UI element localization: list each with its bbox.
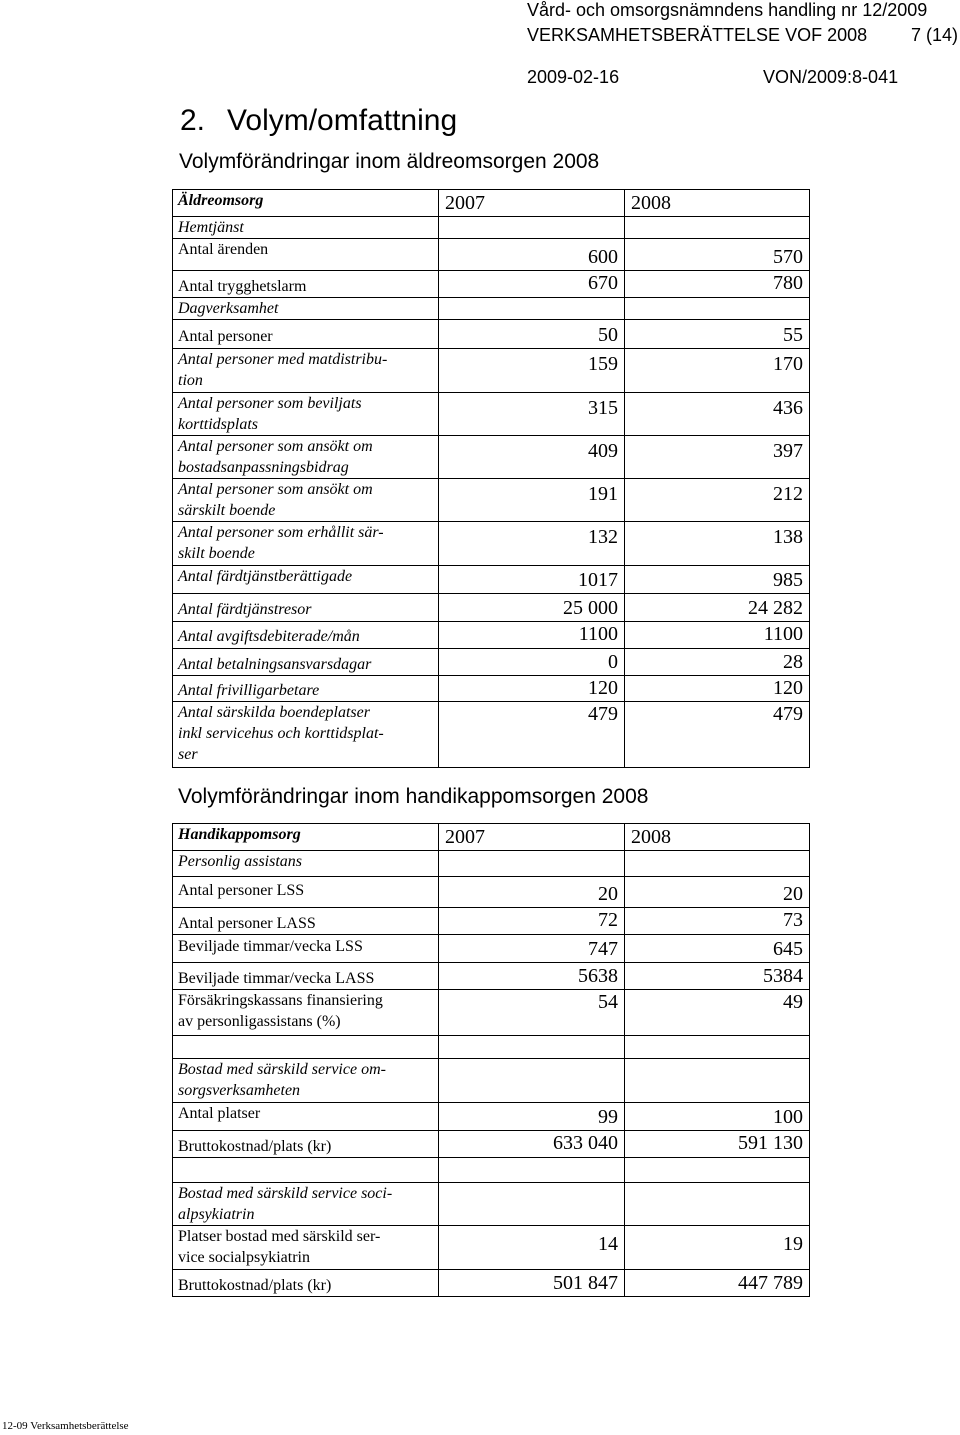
value-2008: 397 xyxy=(625,436,810,479)
column-header-2007: 2007 xyxy=(439,824,625,851)
row-label-line: Antal personer som ansökt om xyxy=(178,438,373,455)
table-row xyxy=(173,522,810,566)
table-row xyxy=(173,479,810,522)
row-label-line: Antal personer som erhållit sär- xyxy=(178,524,384,541)
table-header-row xyxy=(173,190,810,217)
table-row-spacer xyxy=(173,1158,810,1183)
table-row xyxy=(173,320,810,349)
value-2007: 501 847 xyxy=(439,1270,625,1297)
value-2007: 99 xyxy=(439,1103,625,1131)
value-2008: 20 xyxy=(625,877,810,908)
row-label: Antal betalningsansvarsdagar xyxy=(173,649,439,676)
header-date: 2009-02-16 xyxy=(527,67,620,87)
table-row xyxy=(173,1103,810,1131)
row-label: Beviljade timmar/vecka LSS xyxy=(173,935,439,963)
row-label xyxy=(173,349,439,393)
value-2008: 24 282 xyxy=(625,594,810,622)
value-2007: 54 xyxy=(439,990,625,1036)
row-label-line: Antal särskilda boendeplatser xyxy=(178,704,370,721)
table-row xyxy=(173,676,810,702)
row-label-line: sorgsverksamheten xyxy=(178,1082,301,1099)
value-2007 xyxy=(439,1036,625,1059)
value-2008 xyxy=(625,217,810,239)
table-row-spacer xyxy=(173,1036,810,1059)
value-2007: 0 xyxy=(439,649,625,676)
header-page-number: 7 (14) xyxy=(911,25,959,45)
column-header-2008: 2008 xyxy=(625,824,810,851)
row-label-line: korttidsplats xyxy=(178,416,259,433)
row-label-line: ser xyxy=(178,746,198,763)
table-row xyxy=(173,217,810,239)
header-reference: VON/2009:8-041 xyxy=(763,67,899,87)
value-2007: 1100 xyxy=(439,622,625,649)
value-2008: 5384 xyxy=(625,963,810,990)
row-label: Antal ärenden xyxy=(173,239,439,271)
value-2007: 315 xyxy=(439,393,625,436)
page-footer: 12-09 Verksamhetsberättelse xyxy=(2,1420,129,1432)
table-row xyxy=(173,298,810,320)
value-2008: 212 xyxy=(625,479,810,522)
row-label: Antal färdtjänstresor xyxy=(173,594,439,622)
value-2007: 120 xyxy=(439,676,625,702)
value-2008 xyxy=(625,1059,810,1103)
row-label xyxy=(173,1158,439,1183)
row-label-line: Bostad med särskild service soci- xyxy=(178,1185,393,1202)
elder-care-heading: Volymförändringar inom äldreomsorgen 2008 xyxy=(179,150,600,173)
value-2007: 747 xyxy=(439,935,625,963)
section-heading xyxy=(180,104,457,138)
value-2008 xyxy=(625,1036,810,1059)
table-row xyxy=(173,393,810,436)
row-label: Antal personer LASS xyxy=(173,908,439,935)
value-2007: 670 xyxy=(439,271,625,298)
value-2007: 14 xyxy=(439,1226,625,1270)
value-2008: 19 xyxy=(625,1226,810,1270)
column-header-label: Äldreomsorg xyxy=(173,190,439,217)
row-label: Bruttokostnad/plats (kr) xyxy=(173,1131,439,1158)
table-row xyxy=(173,622,810,649)
value-2007: 191 xyxy=(439,479,625,522)
value-2008: 73 xyxy=(625,908,810,935)
value-2007: 25 000 xyxy=(439,594,625,622)
row-label xyxy=(173,1036,439,1059)
value-2008 xyxy=(625,851,810,877)
row-label-line: av personligassistans (%) xyxy=(178,1013,341,1030)
row-label-line: Platser bostad med särskild ser- xyxy=(178,1228,381,1245)
row-label-line: Antal personer med matdistribu- xyxy=(178,351,388,368)
table-row xyxy=(173,1226,810,1270)
table-row xyxy=(173,271,810,298)
table-row xyxy=(173,594,810,622)
value-2007 xyxy=(439,217,625,239)
value-2008: 170 xyxy=(625,349,810,393)
table-row xyxy=(173,908,810,935)
value-2007: 409 xyxy=(439,436,625,479)
value-2008: 1100 xyxy=(625,622,810,649)
value-2007: 159 xyxy=(439,349,625,393)
row-label: Dagverksamhet xyxy=(173,298,439,320)
row-label-line: tion xyxy=(178,372,203,389)
value-2008 xyxy=(625,1158,810,1183)
row-label xyxy=(173,1226,439,1270)
row-label-line: skilt boende xyxy=(178,545,255,562)
header-report-title xyxy=(527,25,959,46)
table-row xyxy=(173,935,810,963)
row-label xyxy=(173,990,439,1036)
value-2007 xyxy=(439,1059,625,1103)
row-label xyxy=(173,1183,439,1226)
value-2007: 5638 xyxy=(439,963,625,990)
value-2007 xyxy=(439,1158,625,1183)
handicap-care-table xyxy=(172,823,810,1297)
row-label: Personlig assistans xyxy=(173,851,439,877)
row-label-line: Försäkringskassans finansiering xyxy=(178,992,383,1009)
header-report-name: VERKSAMHETSBERÄTTELSE VOF 2008 xyxy=(527,25,868,45)
value-2007: 1017 xyxy=(439,566,625,594)
table-row xyxy=(173,436,810,479)
value-2008: 479 xyxy=(625,702,810,768)
table-row xyxy=(173,1059,810,1103)
value-2008: 436 xyxy=(625,393,810,436)
handicap-care-heading: Volymförändringar inom handikappomsorgen 2008 xyxy=(178,785,649,808)
value-2008: 120 xyxy=(625,676,810,702)
row-label-line: alpsykiatrin xyxy=(178,1206,255,1223)
value-2008: 780 xyxy=(625,271,810,298)
row-label: Bruttokostnad/plats (kr) xyxy=(173,1270,439,1297)
header-meta xyxy=(527,67,899,88)
row-label: Beviljade timmar/vecka LASS xyxy=(173,963,439,990)
row-label: Hemtjänst xyxy=(173,217,439,239)
row-label xyxy=(173,522,439,566)
table-row xyxy=(173,702,810,768)
section-number: 2. xyxy=(180,104,206,137)
value-2008: 100 xyxy=(625,1103,810,1131)
value-2007: 600 xyxy=(439,239,625,271)
row-label-line: särskilt boende xyxy=(178,502,276,519)
value-2008: 570 xyxy=(625,239,810,271)
row-label-line: vice socialpsykiatrin xyxy=(178,1249,310,1266)
value-2008: 645 xyxy=(625,935,810,963)
row-label-line: Antal personer som beviljats xyxy=(178,395,362,412)
table-row xyxy=(173,990,810,1036)
row-label xyxy=(173,702,439,768)
row-label xyxy=(173,393,439,436)
value-2007: 50 xyxy=(439,320,625,349)
column-header-2008: 2008 xyxy=(625,190,810,217)
row-label: Antal färdtjänstberättigade xyxy=(173,566,439,594)
table-row xyxy=(173,963,810,990)
value-2007 xyxy=(439,1183,625,1226)
header-handling-number: Vård- och omsorgsnämndens handling nr 12/2009 xyxy=(527,0,928,20)
value-2008: 138 xyxy=(625,522,810,566)
table-row xyxy=(173,1270,810,1297)
table-row xyxy=(173,877,810,908)
row-label-line: bostadsanpassningsbidrag xyxy=(178,459,349,476)
column-header-label: Handikappomsorg xyxy=(173,824,439,851)
table-row xyxy=(173,566,810,594)
table-row xyxy=(173,649,810,676)
value-2008: 447 789 xyxy=(625,1270,810,1297)
table-row xyxy=(173,349,810,393)
row-label-line: inkl servicehus och korttidsplat- xyxy=(178,725,384,742)
row-label: Antal frivilligarbetare xyxy=(173,676,439,702)
row-label-line: Antal personer som ansökt om xyxy=(178,481,373,498)
value-2007: 72 xyxy=(439,908,625,935)
value-2008 xyxy=(625,1183,810,1226)
value-2008: 28 xyxy=(625,649,810,676)
value-2007 xyxy=(439,851,625,877)
value-2007 xyxy=(439,298,625,320)
row-label xyxy=(173,436,439,479)
row-label: Antal trygghetslarm xyxy=(173,271,439,298)
value-2007: 132 xyxy=(439,522,625,566)
row-label: Antal avgiftsdebiterade/mån xyxy=(173,622,439,649)
table-row xyxy=(173,1131,810,1158)
value-2008: 985 xyxy=(625,566,810,594)
section-title: Volym/omfattning xyxy=(227,104,458,137)
row-label: Antal personer xyxy=(173,320,439,349)
value-2007: 633 040 xyxy=(439,1131,625,1158)
row-label xyxy=(173,1059,439,1103)
table-row xyxy=(173,239,810,271)
elder-care-table xyxy=(172,189,810,768)
value-2008: 49 xyxy=(625,990,810,1036)
value-2007: 20 xyxy=(439,877,625,908)
row-label: Antal personer LSS xyxy=(173,877,439,908)
value-2008: 55 xyxy=(625,320,810,349)
value-2007: 479 xyxy=(439,702,625,768)
row-label xyxy=(173,479,439,522)
value-2008: 591 130 xyxy=(625,1131,810,1158)
column-header-2007: 2007 xyxy=(439,190,625,217)
table-header-row xyxy=(173,824,810,851)
row-label-line: Bostad med särskild service om- xyxy=(178,1061,386,1078)
table-row xyxy=(173,851,810,877)
table-row xyxy=(173,1183,810,1226)
value-2008 xyxy=(625,298,810,320)
row-label: Antal platser xyxy=(173,1103,439,1131)
